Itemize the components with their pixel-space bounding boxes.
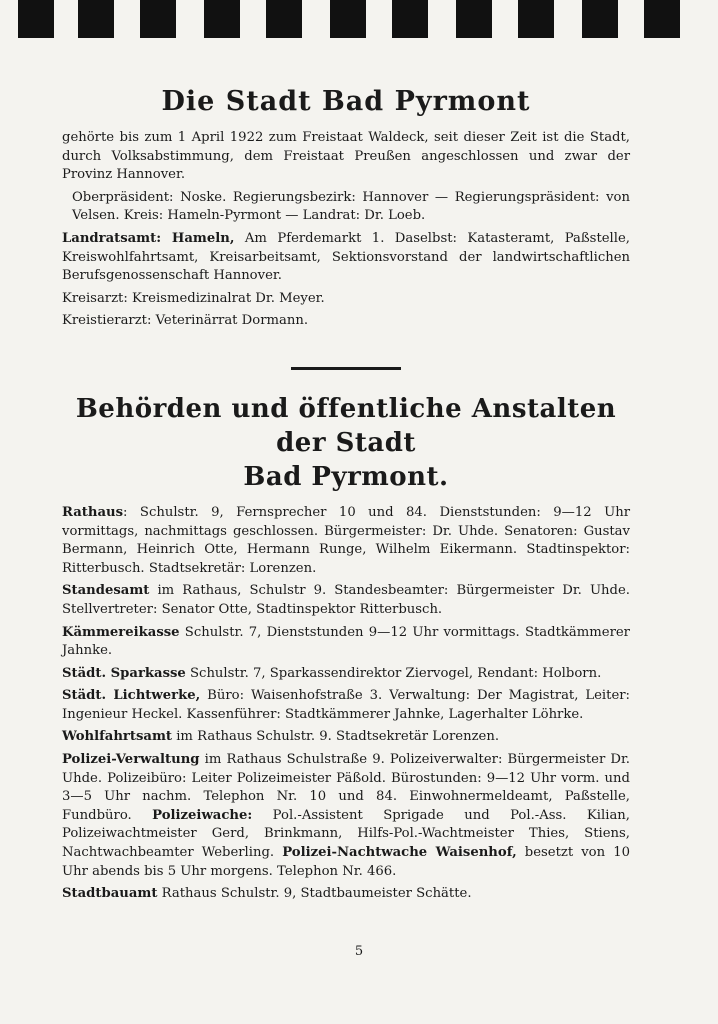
entry-label: Kämmereikasse: [62, 624, 180, 640]
binding-hole: [392, 0, 428, 38]
entry-text: im Rathaus, Schulstr 9. Standesbeamter: Bürgermeister Dr. Uhde. Stellvertreter: Senator Otte, Stadtinspektor Ritterbusch.: [62, 583, 630, 617]
entry-label: Städt. Sparkasse: [62, 665, 186, 681]
page-title: Die Stadt Bad Pyrmont: [161, 86, 531, 117]
page-number: 5: [354, 944, 364, 959]
section-title: [62, 392, 630, 494]
binding-hole: [644, 0, 680, 38]
entry-label: Polizei-Verwaltung: [62, 752, 200, 768]
entry-label: Rathaus: [62, 504, 124, 520]
administration-paragraph: Oberpräsident: Noske. Regierungsbezirk: Hannover — Regierungspräsident: von Velsen. Kreis: Hameln-Pyrmont — Landrat: Dr. Loeb.: [72, 189, 630, 224]
entry-standesamt: [62, 582, 630, 619]
binding-hole: [518, 0, 554, 38]
binding-hole: [140, 0, 176, 38]
binding-hole: [582, 0, 618, 38]
binding-hole: [456, 0, 492, 38]
binding-hole: [204, 0, 240, 38]
entry-text: Schulstr. 7, Dienststunden 9—12 Uhr vormittags. Stadtkämmerer Jahnke.: [62, 624, 630, 659]
entry-text: im Rathaus Schulstraße 9. Polizeiverwalter: Bürgermeister Dr. Uhde. Polizeibüro: Leiter Polizeimeister Päßold. Bürostunden: 9—12 Uhr vorm. und 3—5 Uhr nachm. Telephon Nr. 10 und 84. Einwohnermeldeamt, Paßstelle, Fundbüro.: [62, 752, 630, 823]
entry-label: Wohlfahrtsamt: [62, 729, 172, 745]
entry-text: besetzt von 10 Uhr abends bis 5 Uhr morgens. Telephon Nr. 466.: [62, 845, 630, 879]
binding-hole: [18, 0, 54, 38]
entry-polizei: [62, 751, 630, 881]
binding-hole: [78, 0, 114, 38]
kreistierarzt-paragraph: Kreistierarzt: Veterinärrat Dormann.: [62, 313, 309, 329]
binding-hole: [330, 0, 366, 38]
entry-label: Städt. Lichtwerke,: [62, 688, 201, 704]
entry-sparkasse: [62, 665, 630, 684]
binding-hole: [266, 0, 302, 38]
landratsamt-text: Am Pferdemarkt 1. Daselbst: Katasteramt, Paßstelle, Kreiswohlfahrtsamt, Kreisarbeitsamt, Sektionsvorstand der landwirtschaftlichen Berufsgenossenschaft Hannover.: [62, 230, 630, 284]
entry-lichtwerke: [62, 687, 630, 724]
kreisarzt-paragraph: Kreisarzt: Kreismedizinalrat Dr. Meyer.: [62, 290, 325, 306]
entry-rathaus: [62, 504, 630, 578]
spiral-binding: [0, 0, 718, 40]
entry-label: Standesamt: [62, 583, 150, 599]
entry-kaemmereikasse: [62, 624, 630, 661]
entry-text: Schulstr. 7, Sparkassendirektor Ziervogel, Rendant: Holborn.: [185, 665, 602, 681]
document-page: [62, 86, 630, 908]
entry-text: Büro: Waisenhofstraße 3. Verwaltung: Der Magistrat, Leiter: Ingenieur Heckel. Kassenführer: Stadtkämmerer Jahnke, Lagerhalter Löhrke.: [62, 688, 630, 722]
entry-text: Rathaus Schulstr. 9, Stadtbaumeister Schätte.: [157, 886, 472, 902]
entry-label: Polizei-Nachtwache Waisenhof,: [282, 845, 517, 861]
landratsamt-paragraph: [62, 230, 630, 286]
entry-text: Pol.-Assistent Sprigade und Pol.-Ass. Kilian, Polizeiwachtmeister Gerd, Brinkmann, Hilfs-Pol.-Wachtmeister Thies, Stiens, Nachtwachbeamter Weberling.: [62, 807, 630, 861]
entry-text: : Schulstr. 9, Fernsprecher 10 und 84. Dienststunden: 9—12 Uhr vormittags, nachmittags geschlossen. Bürgermeister: Dr. Uhde. Senatoren: Gustav Bermann, Heinrich Otte, Hermann Runge, Wilhelm Eikermann. Stadtinspektor: Ritterbusch. Stadtsekretär: Lorenzen.: [62, 504, 630, 576]
entry-label: Polizeiwache:: [152, 807, 253, 823]
section-title-line-1: Behörden und öffentliche Anstalten der Stadt: [75, 393, 617, 458]
section-divider: [291, 367, 401, 370]
entry-stadtbauamt: [62, 885, 630, 904]
landratsamt-label: Landratsamt: Hameln,: [62, 230, 235, 246]
entry-text: im Rathaus Schulstr. 9. Stadtsekretär Lorenzen.: [172, 729, 500, 745]
intro-paragraph: gehörte bis zum 1 April 1922 zum Freistaat Waldeck, seit dieser Zeit ist die Stadt, durch Volksabstimmung, dem Freistaat Preußen angeschlossen und zwar der Provinz Hannover.: [62, 130, 630, 183]
entry-label: Stadtbauamt: [62, 886, 158, 902]
section-title-line-2: Bad Pyrmont.: [243, 461, 449, 492]
entry-wohlfahrtsamt: [62, 728, 630, 747]
